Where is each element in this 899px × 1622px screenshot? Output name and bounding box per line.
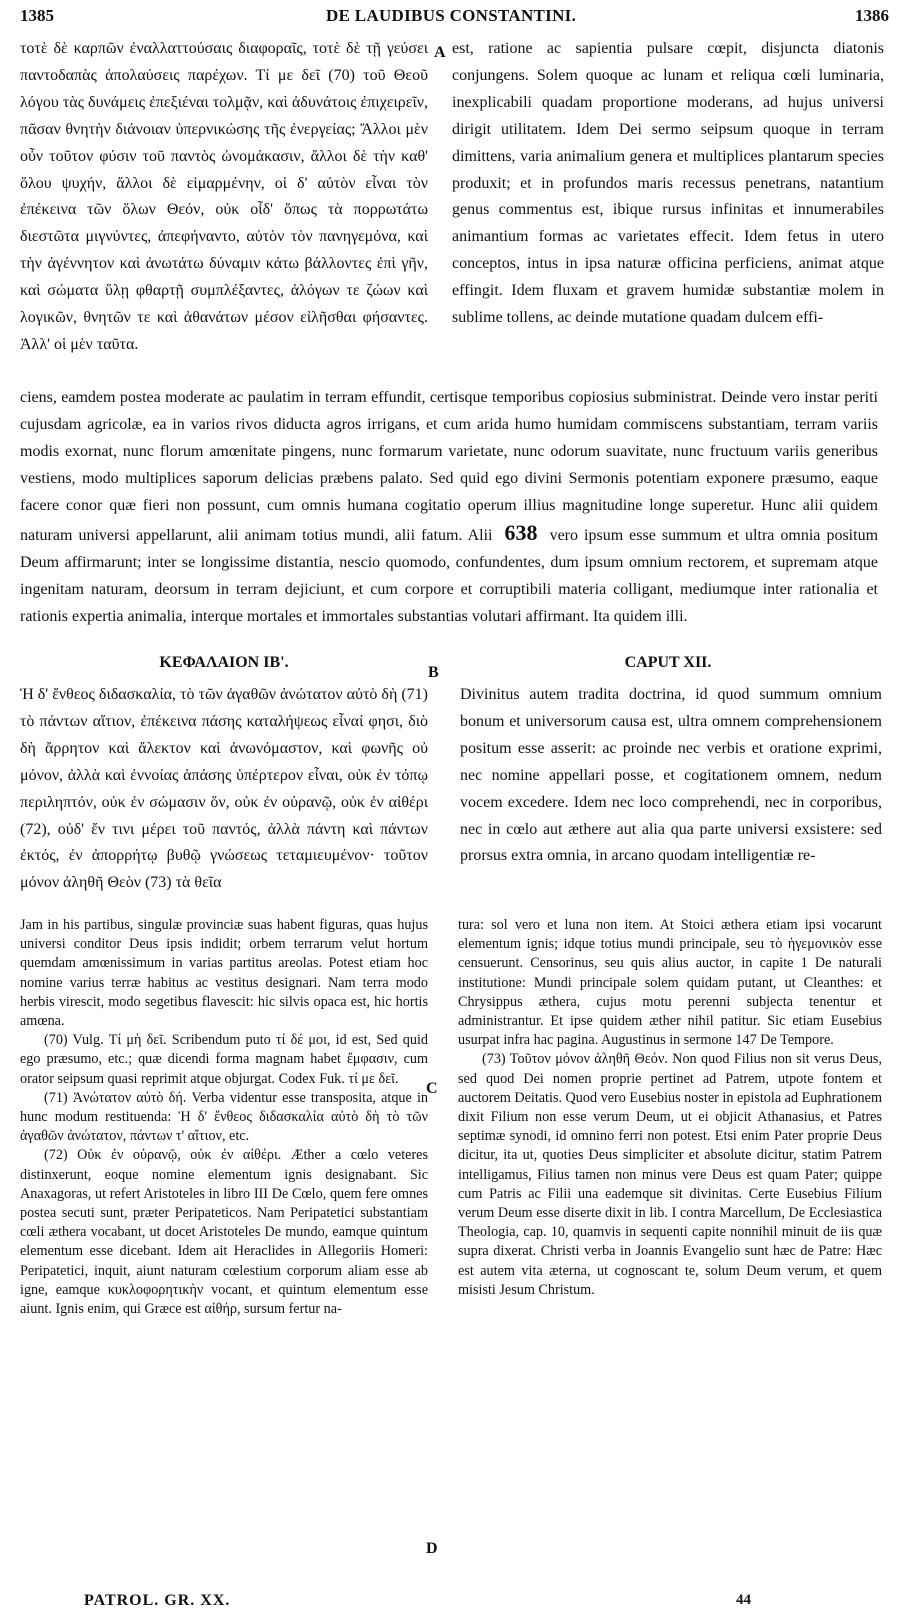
footer-signature: 44 (736, 1592, 751, 1608)
chapter-heading-latin: CAPUT XII. (624, 654, 712, 671)
footer-volume: PATROL. GR. XX. (84, 1592, 231, 1609)
chapter-heading-greek: ΚΕΦΑΛΑΙΟΝ ΙΒ'. (159, 654, 289, 671)
latin-column-chapter12: Divinitus autem tradita doctrina, id quod summum omnium bonum et universorum causa est, ultra omnem comprehensionem positum esse asserit: ac proinde nec verbis et oratione exprimi, nec nomine appellari posse, et cogitationem omnem, nedum vocem excedere. Idem nec loco comprehendi, nec in corporibus, nec in cœlo aut æthere aut alia qua parte universi exsistere: sed prorsus extra omnia, in arcano quodam intelligentiæ re- (460, 686, 882, 865)
footnotes-left (20, 916, 428, 1319)
footnotes-right (458, 916, 882, 1300)
running-title: DE LAUDIBUS CONSTANTINI. (326, 6, 577, 25)
margin-letter-d: D (426, 1540, 438, 1557)
column-number: 638 (504, 520, 538, 545)
footnote-intro: Jam in his partibus, singulæ provinciæ suas habent figuras, quas hujus universi conditor Deus ipsis indidit; orbem terrarum velut hortum quemdam amœnissimum in varias partitus areolas. Potest etiam hoc nomine varius terræ habitus ac vestitus designari. Nam terra modo herbis virescit, modo segetibus flavescit: hic silvis opaca est, hic hortis amœna. (20, 917, 428, 1030)
greek-column-top: τοτὲ δὲ καρπῶν ἐναλλαττούσαις διαφοραῖς, τοτὲ δὲ τῇ γεύσει παντοδαπὰς ἀπολαύσεις παρέχων. Τί με δεῖ (70) τοῦ Θεοῦ λόγου τὰς δυνάμεις ἐπεξιέναι τολμᾷν, καὶ ἀδυνάτοις ἐπιχειρεῖν, πᾶσαν θνητὴν διάνοιαν ὑπερνικώσης τῆς ἐνεργείας; Ἄλλοι μὲν οὖν τοῦτον φύσιν τοῦ παντὸς ὠνομάκασιν, ἄλλοι δὲ τὴν καθ' ὅλου ψυχήν, ἄλλοι δὲ εἱμαρμένην, οἱ δ' αὐτὸν εἶναι τὸν ἐπέκεινα τῶν ὅλων Θεόν, οὐκ οἶδ' ὅπως τὰ πορρωτάτω διεστῶτα μιγνύντες, ἀπεφήναντο, αὐτὸν τὸν πανηγεμόνα, καὶ τὴν ἀγέννητον καὶ ἀνωτάτω δύναμιν κάτω βάλλοντες ἐπὶ γῆν, καὶ σώματα ὕλῃ φθαρτῇ συμπλέξαντες, ἀλόγων τε ζώων καὶ λογικῶν, θνητῶν τε καὶ ἀθανάτων μέσον εἰλῆσθαι φήσαντες. Ἀλλ' οἱ μὲν ταῦτα. (20, 40, 428, 353)
page-number-right: 1386 (855, 6, 889, 25)
running-header (20, 6, 889, 32)
full-width-text-a: ciens, eamdem postea moderate ac paulatim in terram effundit, certisque temporibus copiosius subministrat. Deinde vero instar periti cujusdam agricolæ, ea in varios rivos diducta agros irrigans, et cum arida humo humidam commiscens substantiam, terram variis modis exornat, nunc florum amœnitate pingens, nunc formarum varietate, nunc odorum suavitate, nunc fructuum variis generibus vestiens, modo multiplices saporum delicias præbens palato. Sed quid ego divini Sermonis potentiam exponere præsumo, eaque facere conor quæ fieri non possunt, cum omnis humana cogitatio operum illius magnitudine longe superetur. Hunc alii quidem naturam universi appellarunt, alii animam totius mundi, alii fatum. Alii (20, 389, 878, 544)
footnote-72: (72) Οὐκ ἐν οὐρανῷ, οὐκ ἐν αἰθέρι. Æther a cœlo veteres distinxerunt, eoque nomine elementum ignis designabant. Sic Anaxagoras, ut refert Aristoteles in libro III De Cœlo, quem fere omnes postea secuti sunt, præter Peripateticos. Nam Peripatetici substantiam cœli æthera vocabant, ut docet Aristoteles De mundo, eamque quintum elementum esse dicebant. Idem ait Heraclides in Allegoriis Homeri: Peripatetici, inquit, aiunt naturam cœlestium corporum aliam esse ab igne, eamque κυκλοφορητικὴν vocant, et quintum elementum esse aiunt. Ignis enim, qui Græce est αἰθήρ, sursum fertur na- (20, 1147, 428, 1318)
footnote-73: (73) Τοῦτον μόνον ἀληθῆ Θεόν. Non quod Filius non sit verus Deus, sed quod Dei nomen proprie pertinet ad Patrem, utpote fontem et auctorem Deitatis. Quod vero Eusebius noster in epistola ad Euphrationem dixit Filium non esse verum Deum, ut ei objicit Athanasius, et Patres septimæ synodi, id omnino ferri non potest. Etsi enim Pater proprie Deus dicitur, ita ut, quoties Deus simpliciter et absolute dicitur, statim Patrem intelligamus, Filius tamen non minus vere Deus est quam Pater; quippe cum Patris ac Filii una eademque sit divinitas. Certe Eusebius Filium verum Deum esse diserte dixit in lib. I contra Marcellum, De Ecclesiastica Theologia, cap. 10, quamvis in sequenti capite nonnihil minuit de iis quæ supra dixerat. Christi verba in Joannis Evangelio sunt hæc de Patre: Hæc est autem vita æterna, ut cognoscant te, solum Deum verum, et quem misisti Jesum Christum. (458, 1051, 882, 1298)
footnote-70: (70) Vulg. Τί μὴ δεῖ. Scribendum puto τί δέ μοι, id est, Sed quid ego præsumo, etc.; quæ dicendi forma magnam habet ἔμφασιν, cum orator seipsum quasi reprimit atque objurgat. Codex Fuk. τί με δεῖ. (20, 1032, 428, 1087)
margin-letter-c: C (426, 1080, 438, 1097)
margin-letter-a: A (434, 44, 446, 61)
greek-column-chapter12: Ἡ δ' ἔνθεος διδασκαλία, τὸ τῶν ἀγαθῶν ἀνώτατον αὐτὸ δὴ (71) τὸ πάντων αἴτιον, ἐπέκεινα πάσης καταλήψεως εἶναί φησι, διὸ δὴ ἄρρητον καὶ ἄλεκτον καὶ ἀνωνόμαστον, καὶ φωνῆς οὐ μόνον, ἀλλὰ καὶ ἐννοίας ἁπάσης ὑπέρτερον εἶναι, οὐκ ἐν τόπῳ περιληπτόν, οὐκ ἐν σώμασιν ὄν, οὐκ ἐν οὐρανῷ, οὐκ ἐν αἰθέρι (72), οὐδ' ἔν τινι μέρει τοῦ παντός, ἀλλὰ πάντη καὶ πάντων ἐκτός, ἐν ἀπορρήτῳ βυθῷ γνώσεως τεταμιευμένον· τοῦτον μόνον ἀληθῆ Θεὸν (73) τὰ θεῖα (20, 686, 428, 892)
page-number-left: 1385 (20, 6, 54, 25)
footnote-71: (71) Ἀνώτατον αὐτὸ δή. Verba videntur esse transposita, atque in hunc modum restituenda: Ἡ δ' ἔνθεος διδασκαλία αὐτὸ δὴ τὸ τῶν ἀγαθῶν ἀνώτατον, πάντων τ' αἴτιον, etc. (20, 1089, 428, 1145)
footnote-72-cont: tura: sol vero et luna non item. At Stoici æthera etiam ipsi vocarunt elementum ignis; idque totius mundi principale, seu τὸ ἡγεμονικὸν esse censuerunt. Censorinus, seu quis alius auctor, in capite 1 De naturali institutione: Mundi principale solem quidam putant, ut Cleanthes: et Chrysippus æthera, cujus motu perenni subjecta tenentur et administrantur. Et ipse quidem æther nihil patitur. Sic etiam Eusebius usurpat infra hac pagina. Augustinus in sermone 147 De Tempore. (458, 917, 882, 1049)
margin-letter-b: B (428, 664, 439, 681)
full-width-latin (20, 384, 878, 630)
full-width-text-b: vero ipsum esse summum et ultra omnia positum Deum affirmarunt; inter se longissime distantia, nescio quomodo, confundentes, dum ipsum omnium rectorem, et supremam atque ingenitam naturam, deorsum in terram dejiciunt, et cum corpore et corruptibili materia colligant, mediumque inter rationalia et rationis expertia animalia, interque mortales et immortales substantias volutari affirmant. Ita quidem illi. (20, 527, 879, 625)
latin-column-top: est, ratione ac sapientia pulsare cœpit, disjuncta diatonis conjungens. Solem quoque ac lunam et reliqua cœli luminaria, inexplicabili quadam proportione moderans, ad hujus universi dirigit utilitatem. Idem Dei sermo seipsum quoque in terram dimittens, varia animalium genera et multiplices plantarum species produxit; et in profundos maris recessus penetrans, natantium genus commentus est, ibique rursus infinitas et innumerabiles animantium formas ac varietates effecit. Idem fetus in utero conceptos, intus in ipsa naturæ officina perficiens, animat atque effingit. Idem fluxam et gravem humidæ substantiæ molem in sublime tollens, ac deinde mutatione quadam dulcem effi- (452, 40, 884, 327)
